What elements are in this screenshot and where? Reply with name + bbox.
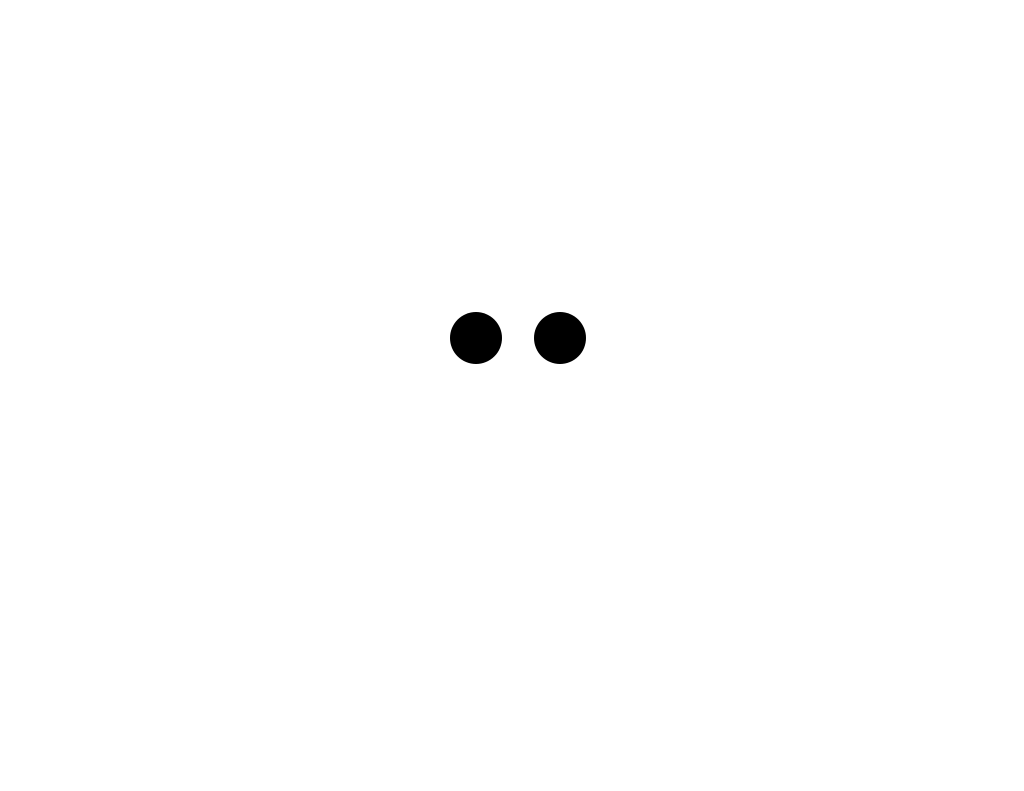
logo-z-circle <box>534 312 586 364</box>
days-on-market-chart <box>525 628 765 762</box>
sp-lp-ratio-chart <box>525 462 1020 612</box>
absorption-chart <box>262 650 480 776</box>
brand-logo <box>412 312 624 424</box>
units-sold-chart <box>772 628 1022 762</box>
logo-a-circle <box>450 312 502 364</box>
list-vs-sales-chart <box>0 450 520 600</box>
sp-av-ratio-chart <box>0 650 262 762</box>
